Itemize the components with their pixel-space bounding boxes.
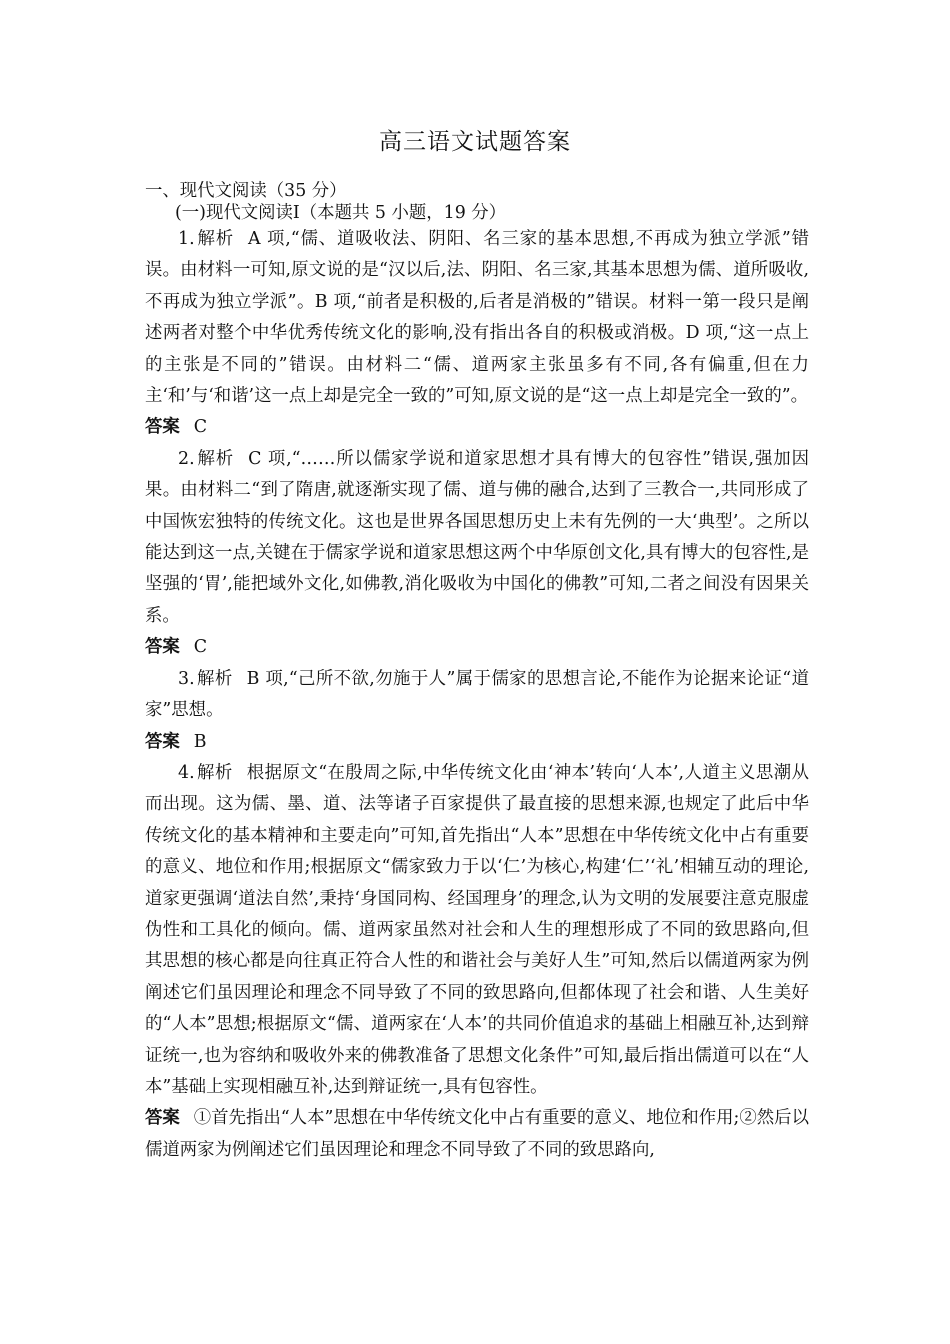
document-title: 高三语文试题答案 <box>379 129 571 155</box>
analysis-paragraph-3 <box>145 664 809 727</box>
analysis-text: B 项,“己所不欲,勿施于人”属于儒家的思想言论,不能作为论据来论证“道家”思想。 <box>145 668 809 721</box>
question-number: 1. <box>178 229 195 249</box>
answer-text: ①首先指出“人本”思想在中华传统文化中占有重要的意义、地位和作用;②然后以儒道两家为例阐述它们虽因理论和理念不同导致了不同的致思路向, <box>145 1108 809 1160</box>
analysis-paragraph-1 <box>145 224 809 412</box>
answer-text: C <box>193 417 208 438</box>
analysis-text: 根据原文“在殷周之际,中华传统文化由‘神本’转向‘人本’,人道主义思潮从而出现。这为儒、墨、道、法等诸子百家提供了最直接的思想来源,也规定了此后中华传统文化的基本精神和主要走向”可知,首先指出“人本”思想在中华传统文化中占有重要的意义、地位和作用;根据原文“儒家致力于以‘仁’为核心,构建‘仁’‘礼’相辅互动的理论,道家更强调‘道法自然’,秉持‘身国同构、经国理身’的理念,认为文明的发展要注意克服虚伪性和工具化的倾向。儒、道两家虽然对社会和人生的理想形成了不同的致思路向,但其思想的核心都是向往真正符合人性的和谐社会与美好人生”可知,然后以儒道两家为例阐述它们虽因理论和理念不同导致了不同的致思路向,但都体现了社会和谐、人生美好的“人本”思想;根据原文“儒、道两家在‘人本’的共同价值追求的基础上相融互补,达到辩证统一,也为容纳和吸收外来的佛教准备了思想文化条件”可知,最后指出儒道可以在“人本”基础上实现相融互补,达到辩证统一,具有包容性。 <box>145 762 809 1097</box>
question-number: 4. <box>178 762 195 783</box>
answer-label: 答案 <box>145 637 180 658</box>
answer-label: 答案 <box>145 731 180 752</box>
analysis-label: 解析 <box>196 448 235 469</box>
analysis-text: C 项,“……所以儒家学说和道家思想才具有博大的包容性”错误,强加因果。由材料二“到了隋唐,就逐渐实现了儒、道与佛的融合,达到了三教合一,共同形成了中国恢宏独特的传统文化。这也是世界各国思想历史上未有先例的一大‘典型’。之所以能达到这一点,关键在于儒家学说和道家思想这两个中华原创文化,具有博大的包容性,是坚强的‘胃’,能把域外文化,如佛教,消化吸收为中国化的佛教”可知,二者之间没有因果关系。 <box>145 448 809 626</box>
analysis-label: 解析 <box>196 762 233 783</box>
answer-line-3 <box>145 727 809 758</box>
analysis-paragraph-2 <box>145 444 809 632</box>
section-heading: 一、现代文阅读（35 分） <box>145 181 347 201</box>
sub-heading: (一)现代文阅读Ⅰ（本题共 5 小题，19 分） <box>175 203 507 223</box>
answer-text: B <box>193 731 207 752</box>
question-number: 3. <box>178 668 195 689</box>
answer-line-4 <box>145 1103 809 1166</box>
answer-line-1 <box>145 412 809 443</box>
analysis-paragraph-4 <box>145 758 809 1103</box>
answer-text: C <box>193 637 208 658</box>
answer-line-2 <box>145 632 809 663</box>
answer-label: 答案 <box>145 417 180 438</box>
analysis-label: 解析 <box>196 668 233 689</box>
analysis-text: A 项,“儒、道吸收法、阴阳、名三家的基本思想,不再成为独立学派”错误。由材料一可知,原文说的是“汉以后,法、阴阳、名三家,其基本思想为儒、道所吸收,不再成为独立学派”。B 项,“前者是积极的,后者是消极的”错误。材料一第一段只是阐述两者对整个中华优秀传统文化的影响,没有指出各自的积极或消极。D 项,“这一点上的主张是不同的”错误。由材料二“儒、道两家主张虽多有不同,各有偏重,但在力主‘和’与‘和谐’这一点上却是完全一致的”可知,原文说的是“这一点上却是完全一致的”。 <box>145 229 809 407</box>
question-number: 2. <box>178 448 195 469</box>
answer-label: 答案 <box>145 1108 180 1129</box>
analysis-label: 解析 <box>196 229 234 249</box>
document-body <box>145 180 809 1166</box>
